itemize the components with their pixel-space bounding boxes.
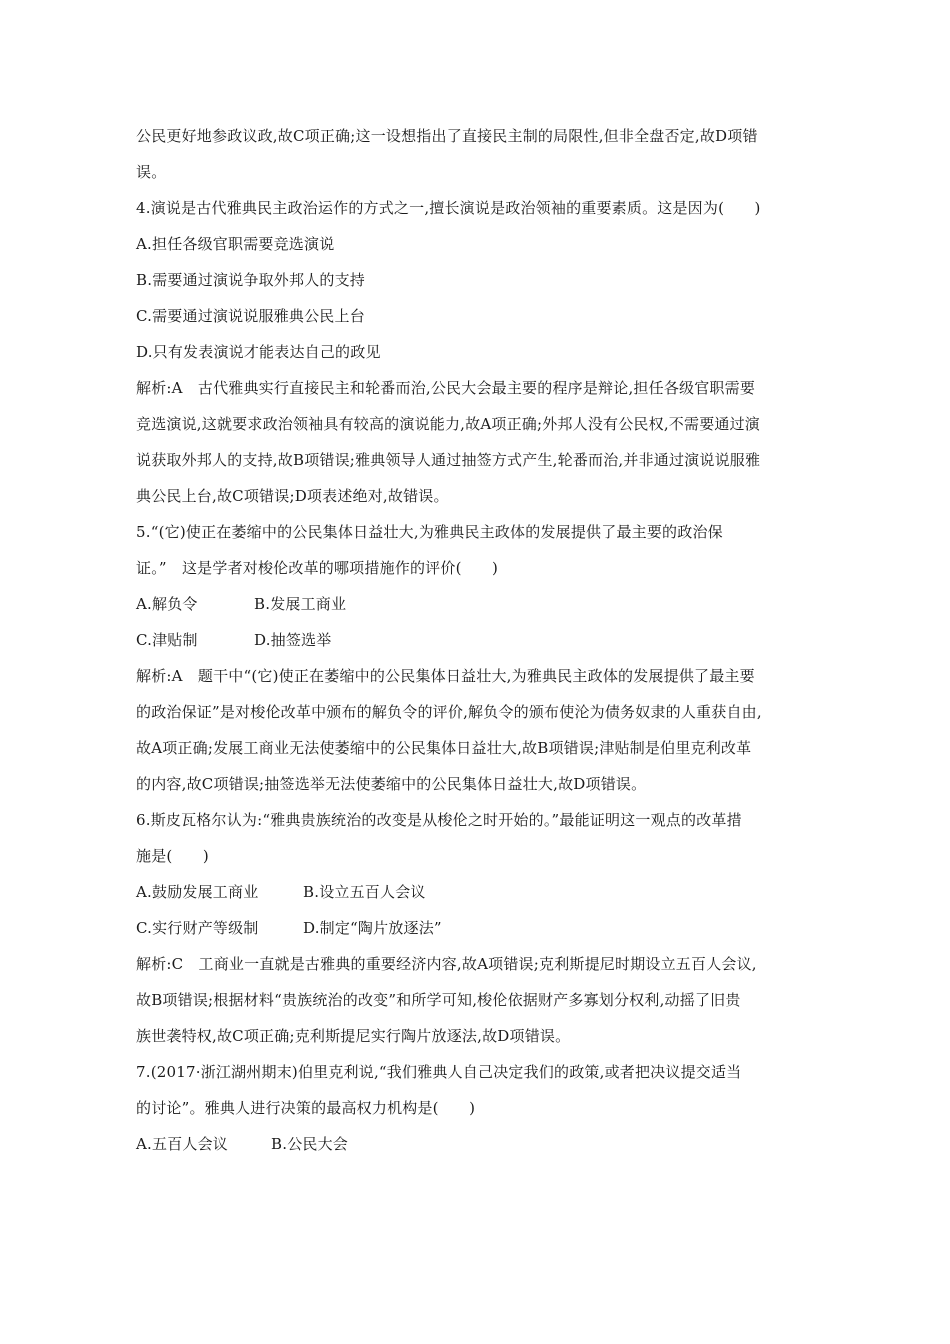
- question-4-option-c: C.需要通过演说说服雅典公民上台: [136, 307, 365, 325]
- question-5-analysis: 解析:A 题干中“(它)使正在萎缩中的公民集体日益壮大,为雅典民主政体的发展提供了最主要: [136, 667, 755, 685]
- question-6-analysis: 族世袭特权,故C项正确;克利斯提尼实行陶片放逐法,故D项错误。: [136, 1027, 571, 1045]
- question-5-option-c: C.津贴制: [136, 631, 198, 649]
- text-line: 公民更好地参政议政,故C项正确;这一设想指出了直接民主制的局限性,但非全盘否定,故D项错: [136, 127, 758, 145]
- question-6-option-c: C.实行财产等级制: [136, 919, 259, 937]
- question-7-stem: 7.(2017·浙江湖州期末)伯里克利说,“我们雅典人自己决定我们的政策,或者把决议提交适当: [136, 1063, 742, 1081]
- question-4-analysis: 典公民上台,故C项错误;D项表述绝对,故错误。: [136, 487, 449, 505]
- question-7-options-row: [136, 1126, 836, 1162]
- question-6-options-row: [136, 874, 836, 910]
- question-7-option-b: B.公民大会: [271, 1135, 348, 1153]
- question-7-option-a: A.五百人会议: [136, 1135, 229, 1153]
- question-5-analysis: 的政治保证”是对梭伦改革中颁布的解负令的评价,解负令的颁布使沦为债务奴隶的人重获自由,: [136, 703, 762, 721]
- question-5-stem: 证。” 这是学者对梭伦改革的哪项措施作的评价( ): [136, 559, 499, 577]
- text-line: 误。: [136, 163, 167, 181]
- question-6-option-b: B.设立五百人会议: [303, 883, 426, 901]
- question-5-options-row: [136, 622, 836, 658]
- question-4-stem: 4.演说是古代雅典民主政治运作的方式之一,擅长演说是政治领袖的重要素质。这是因为( ): [136, 199, 761, 217]
- question-6-stem: 施是( ): [136, 847, 209, 865]
- question-5-option-d: D.抽签选举: [254, 631, 332, 649]
- question-4-analysis: 说获取外邦人的支持,故B项错误;雅典领导人通过抽签方式产生,轮番而治,并非通过演说说服雅: [136, 451, 761, 469]
- question-6-analysis: 解析:C 工商业一直就是古雅典的重要经济内容,故A项错误;克利斯提尼时期设立五百人会议,: [136, 955, 757, 973]
- question-4-analysis: 解析:A 古代雅典实行直接民主和轮番而治,公民大会最主要的程序是辩论,担任各级官职需要: [136, 379, 756, 397]
- question-4-option-a: A.担任各级官职需要竞选演说: [136, 235, 335, 253]
- question-6-analysis: 故B项错误;根据材料“贵族统治的改变”和所学可知,梭伦依据财产多寡划分权利,动摇了旧贵: [136, 991, 741, 1009]
- question-6-stem: 6.斯皮瓦格尔认为:“雅典贵族统治的改变是从梭伦之时开始的。”最能证明这一观点的改革措: [136, 811, 742, 829]
- question-5-stem: 5.“(它)使正在萎缩中的公民集体日益壮大,为雅典民主政体的发展提供了最主要的政治保: [136, 523, 723, 541]
- question-5-option-b: B.发展工商业: [254, 595, 347, 613]
- question-6-options-row: [136, 910, 836, 946]
- question-4-option-d: D.只有发表演说才能表达自己的政见: [136, 343, 381, 361]
- question-5-analysis: 故A项正确;发展工商业无法使萎缩中的公民集体日益壮大,故B项错误;津贴制是伯里克利改革: [136, 739, 752, 757]
- question-6-option-d: D.制定“陶片放逐法”: [303, 919, 442, 937]
- document-page: [136, 118, 836, 1162]
- question-7-stem: 的讨论”。雅典人进行决策的最高权力机构是( ): [136, 1099, 476, 1117]
- question-5-analysis: 的内容,故C项错误;抽签选举无法使萎缩中的公民集体日益壮大,故D项错误。: [136, 775, 647, 793]
- question-5-option-a: A.解负令: [136, 595, 198, 613]
- question-4-option-b: B.需要通过演说争取外邦人的支持: [136, 271, 365, 289]
- question-5-options-row: [136, 586, 836, 622]
- question-4-analysis: 竞选演说,这就要求政治领袖具有较高的演说能力,故A项正确;外邦人没有公民权,不需要通过演: [136, 415, 760, 433]
- question-6-option-a: A.鼓励发展工商业: [136, 883, 259, 901]
